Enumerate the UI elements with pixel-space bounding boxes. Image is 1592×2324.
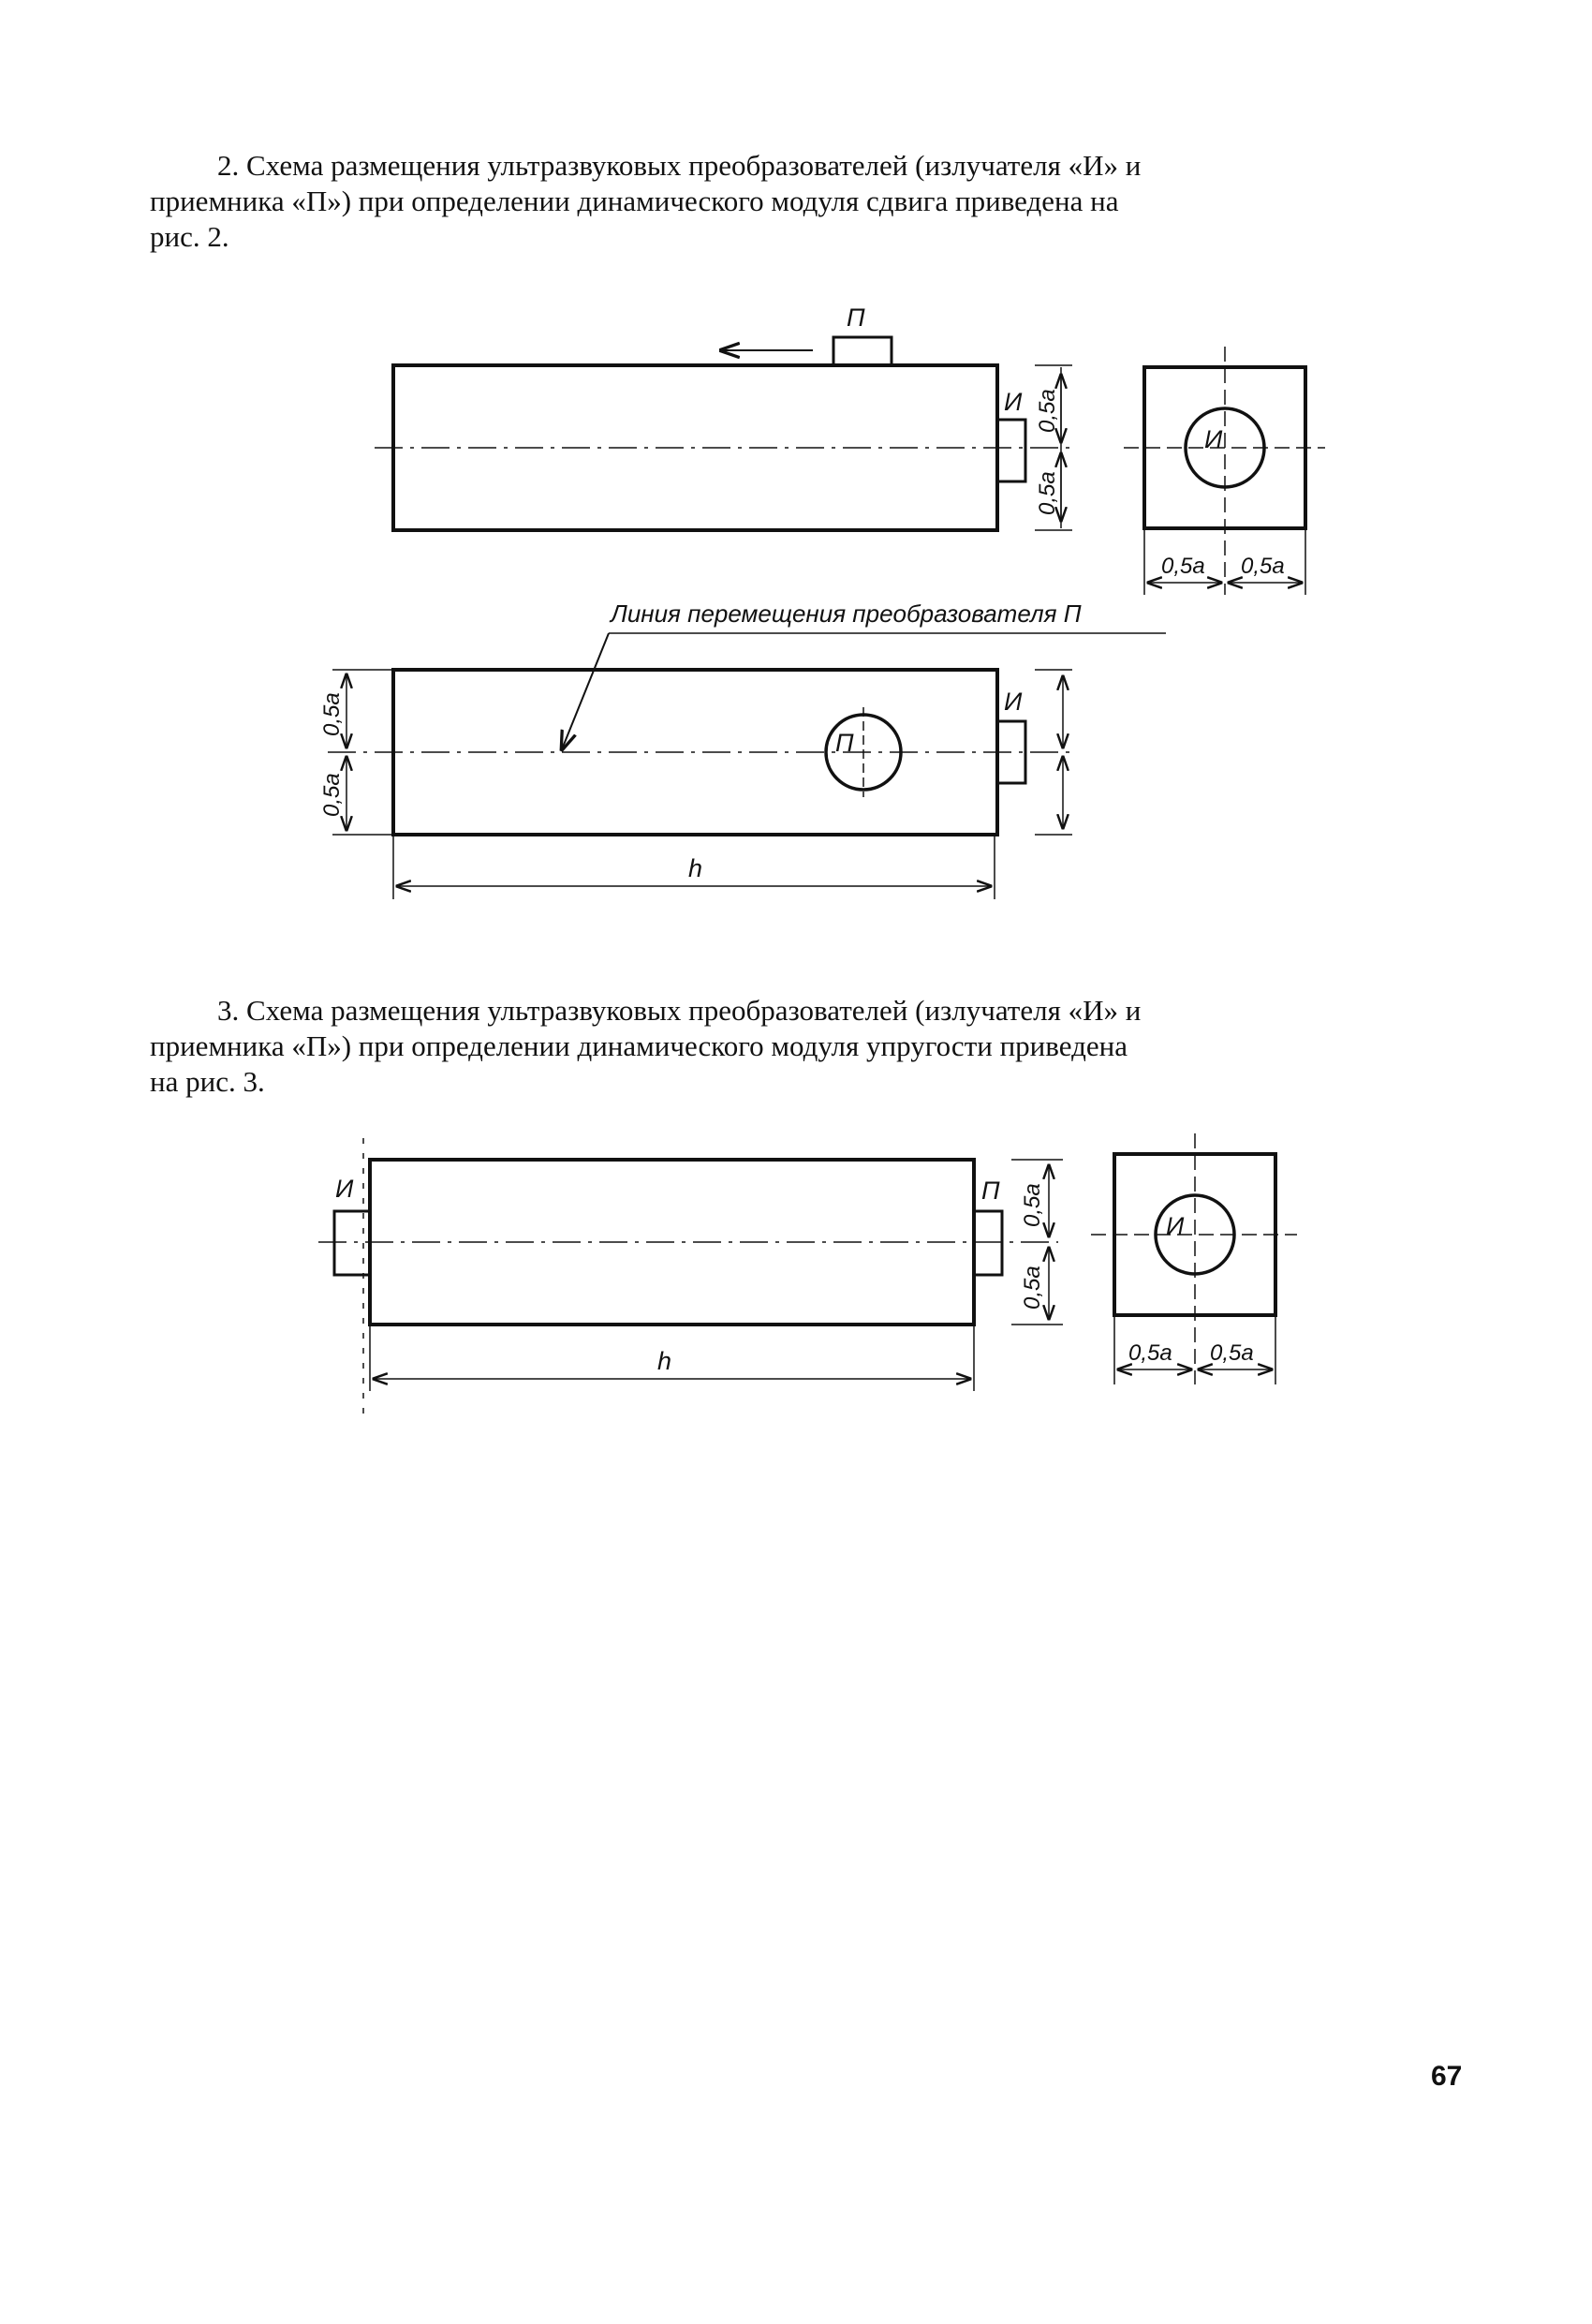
fig3-receiver-right [974, 1211, 1002, 1275]
paragraph-3-line-3: на рис. 3. [150, 1065, 265, 1098]
fig2-end-emitter-label: И [1204, 425, 1223, 453]
fig3-end-emitter-label: И [1166, 1212, 1185, 1240]
paragraph-3-line-2: приемника «П») при определении динамического модуля упругости приведена [150, 1029, 1128, 1062]
fig3-emitter-label: И [335, 1175, 354, 1203]
fig2-receiver-top [833, 337, 892, 365]
fig3-end-half-a-left: 0,5a [1128, 1340, 1172, 1366]
fig2-bottom-half-a-upper: 0,5a [319, 692, 345, 736]
fig2-end-half-a-right: 0,5a [1241, 554, 1285, 579]
fig3-half-a-upper: 0,5a [1020, 1183, 1045, 1227]
fig2-caption-leader [562, 633, 609, 749]
fig2-bottom-half-a-lower: 0,5a [319, 773, 345, 817]
fig3-half-a-lower: 0,5a [1020, 1266, 1045, 1310]
fig3-receiver-label: П [981, 1177, 1000, 1205]
paragraph-2-line-1: 2. Схема размещения ультразвуковых преобразователей (излучателя «И» и [217, 149, 1142, 182]
fig3-emitter-left [334, 1211, 370, 1275]
fig2-emitter-label-top: И [1004, 388, 1023, 416]
paragraph-2-line-2: приемника «П») при определении динамического модуля сдвига приведена на [150, 185, 1119, 217]
paragraph-2-line-3: рис. 2. [150, 220, 229, 253]
fig2-receiver-label-top: П [847, 303, 865, 332]
figure-3 [318, 1133, 1297, 1414]
fig2-emitter-label-bottom: И [1004, 688, 1023, 716]
figure-2 [319, 303, 1325, 899]
fig2-length-label: h [688, 854, 703, 882]
fig2-movement-caption: Линия перемещения преобразователя П [611, 600, 1082, 628]
page-number: 67 [1431, 2061, 1463, 2092]
fig3-length-label: h [657, 1347, 672, 1375]
fig3-end-half-a-right: 0,5a [1210, 1340, 1254, 1366]
fig2-top-half-a-lower: 0,5a [1035, 471, 1060, 515]
fig2-receiver-label-bottom: П [835, 729, 854, 757]
paragraph-3-line-1: 3. Схема размещения ультразвуковых преобразователей (излучателя «И» и [217, 994, 1142, 1027]
fig2-top-half-a-upper: 0,5a [1035, 389, 1060, 433]
fig2-end-half-a-left: 0,5a [1161, 554, 1205, 579]
fig2-emitter-right-top [997, 420, 1025, 481]
